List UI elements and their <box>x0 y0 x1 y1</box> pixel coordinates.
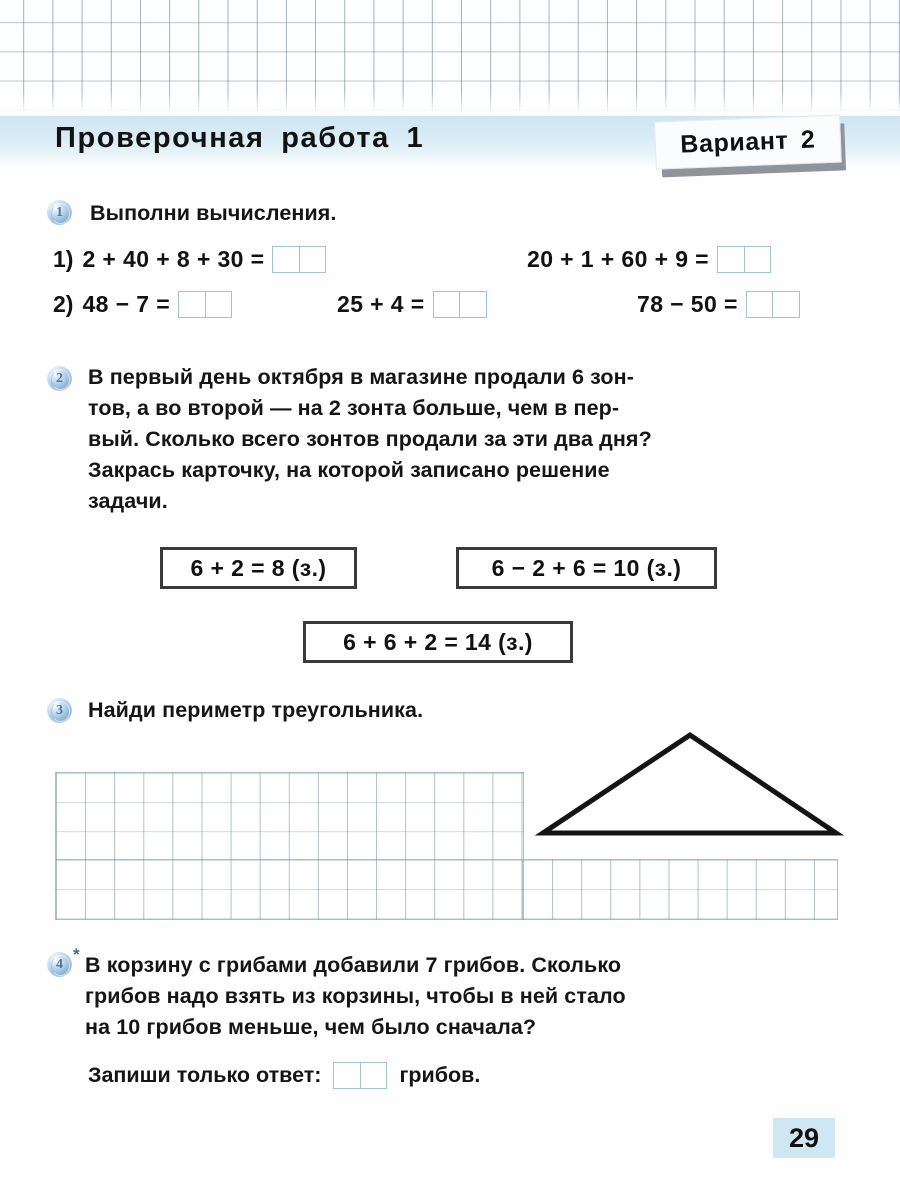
task-4-line-3: на 10 грибов меньше, чем было сначала? <box>85 1015 537 1039</box>
task-1-row-1-left-answer-box[interactable] <box>272 246 326 273</box>
variant-plate-face <box>654 115 842 170</box>
task-1-row-2-index: 2) <box>53 291 74 317</box>
triangle-shape <box>0 726 900 931</box>
task-1-prompt: Выполни вычисления. <box>90 201 337 225</box>
answer-cell[interactable] <box>747 292 773 317</box>
task-1-number-icon: 1 <box>47 200 72 225</box>
answer-cell[interactable] <box>360 1063 387 1088</box>
variant-plate <box>654 114 846 175</box>
task-3-figure <box>0 726 900 931</box>
task-2-line-2: тов, а во второй — на 2 зонта больше, чем в пер- <box>88 396 620 420</box>
task-1-row-2-middle-answer-box[interactable] <box>433 291 487 318</box>
task-1-row-1-index: 1) <box>53 246 74 272</box>
task-2-line-3: вый. Сколько всего зонтов продали за эти два дня? <box>88 427 652 451</box>
task-4-answer-suffix: грибов. <box>399 1063 481 1087</box>
task-1-row-1-right-answer-box[interactable] <box>717 246 771 273</box>
task-1-row-1-left-expression: 2 + 40 + 8 + 30 = <box>82 246 265 272</box>
triangle-outline <box>543 735 836 833</box>
page-number-badge: 29 <box>773 1118 835 1158</box>
task-1-row-2-right <box>637 291 800 318</box>
task-4-line-1: В корзину с грибами добавили 7 грибов. Сколько <box>85 953 622 977</box>
task-4-answer-line <box>88 1062 480 1089</box>
task-2-line-1: В первый день октября в магазине продали 6 зон- <box>88 365 634 389</box>
answer-cell[interactable] <box>273 247 299 272</box>
task-1-row-1-left <box>53 246 326 273</box>
answer-cell[interactable] <box>179 292 205 317</box>
task-1-row-2-left <box>53 291 232 318</box>
task-4-answer-prefix: Запиши только ответ: <box>88 1063 322 1087</box>
answer-cell[interactable] <box>718 247 744 272</box>
task-1-row-2-right-answer-box[interactable] <box>746 291 800 318</box>
task-2-number-icon: 2 <box>47 366 72 391</box>
answer-cell[interactable] <box>205 292 232 317</box>
answer-cell[interactable] <box>434 292 460 317</box>
page-title: Проверочная работа 1 <box>55 122 425 154</box>
task-4-star-marker: * <box>73 945 80 964</box>
task-2-solution-card-1[interactable]: 6 + 2 = 8 (з.) <box>160 547 357 589</box>
answer-cell[interactable] <box>772 292 799 317</box>
task-3-prompt: Найди периметр треугольника. <box>88 698 424 722</box>
task-2-line-4: Закрась карточку, на которой записано решение <box>88 458 610 482</box>
task-1-row-1-right <box>527 246 771 273</box>
task-1-row-2-right-expression: 78 − 50 = <box>637 291 738 317</box>
task-2-solution-card-2[interactable]: 6 − 2 + 6 = 10 (з.) <box>456 547 717 589</box>
variant-label: Вариант 2 <box>679 124 816 159</box>
answer-cell[interactable] <box>459 292 486 317</box>
task-4-line-2: грибов надо взять из корзины, чтобы в ней стало <box>85 984 626 1008</box>
task-2-line-5: задачи. <box>88 489 168 513</box>
task-1-row-2-middle-expression: 25 + 4 = <box>337 291 425 317</box>
task-2-text <box>88 362 878 517</box>
task-1-row-2-left-answer-box[interactable] <box>178 291 232 318</box>
task-1-row-1-right-expression: 20 + 1 + 60 + 9 = <box>527 246 710 272</box>
task-1-row-2-left-expression: 48 − 7 = <box>82 291 171 317</box>
task-4-answer-box[interactable] <box>333 1062 387 1089</box>
task-4-text <box>85 950 880 1043</box>
task-4-number-icon: 4 <box>47 952 72 977</box>
answer-cell[interactable] <box>299 247 326 272</box>
task-2-solution-card-3[interactable]: 6 + 6 + 2 = 14 (з.) <box>303 621 573 663</box>
task-3-number-icon: 3 <box>47 698 72 723</box>
answer-cell[interactable] <box>334 1063 360 1088</box>
answer-cell[interactable] <box>744 247 771 272</box>
task-1-row-2-middle <box>337 291 487 318</box>
